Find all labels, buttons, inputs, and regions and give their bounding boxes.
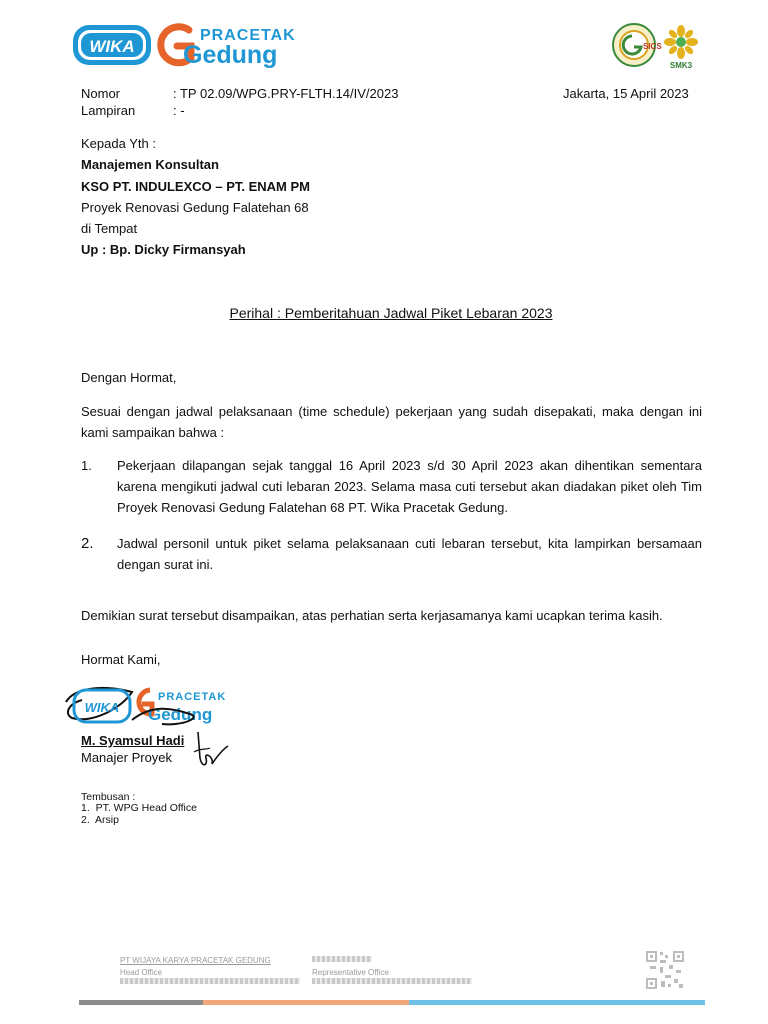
qr-code-icon — [645, 950, 685, 990]
lampiran-value: : - — [173, 103, 185, 118]
footer-rep-office-address — [312, 978, 472, 984]
recipient-line-1: Manajemen Konsultan — [81, 157, 219, 172]
footer-bar-orange — [203, 1000, 409, 1005]
letter-date: Jakarta, 15 April 2023 — [563, 86, 689, 101]
footer-head-office-label: Head Office — [120, 968, 163, 977]
pracetak-word: PRACETAK — [200, 27, 296, 44]
footer-bar-gray — [79, 1000, 203, 1005]
footer-rep-office-label: Representative Office — [312, 968, 389, 977]
intro-paragraph: Sesuai dengan jadwal pelaksanaan (time schedule) pekerjaan yang sudah disepakati, maka dengan ini kami sampaikan bahwa : — [81, 404, 702, 440]
list-item-2-number: 2. — [81, 535, 94, 552]
recipient-line-3: Proyek Renovasi Gedung Falatehan 68 — [81, 200, 309, 215]
salutation: Dengan Hormat, — [81, 370, 177, 385]
cc-item-1: 1. PT. WPG Head Office — [81, 802, 197, 814]
stamp-gedung-word: Gedung — [148, 705, 213, 724]
lampiran-label: Lampiran — [81, 103, 136, 118]
pracetak-gedung-logo — [155, 22, 315, 70]
regards: Hormat Kami, — [81, 652, 161, 667]
stamp-wika-text: WIKA — [84, 700, 120, 715]
recipient-line-5: Up : Bp. Dicky Firmansyah — [81, 242, 246, 257]
recipient-greeting: Kepada Yth : — [81, 136, 156, 151]
cc-label: Tembusan : — [81, 791, 136, 803]
stamp-pracetak-word: PRACETAK — [158, 691, 227, 703]
recipient-line-4: di Tempat — [81, 221, 138, 236]
wika-logo — [72, 22, 152, 68]
smk3-text: SMK3 — [669, 61, 693, 70]
footer-head-office-address — [120, 978, 300, 984]
signatory-name: M. Syamsul Hadi — [81, 733, 185, 748]
gedung-word: Gedung — [183, 41, 278, 69]
signatory-title: Manajer Proyek — [81, 750, 173, 765]
cc-item-2: 2. Arsip — [81, 814, 119, 826]
letter-subject: Perihal : Pemberitahuan Jadwal Piket Lebaran 2023 — [229, 305, 553, 321]
footer-company: PT WIJAYA KARYA PRACETAK GEDUNG — [120, 956, 271, 965]
list-item-1-text: Pekerjaan dilapangan sejak tanggal 16 April 2023 s/d 30 April 2023 akan dihentikan sementara karena mengikuti jadwal cuti lebaran 2023. Selama masa cuti tersebut akan diadakan piket oleh Tim Proyek Renovasi Gedung Falatehan 68 PT. Wika Pracetak Gedung. — [117, 458, 702, 515]
footer-rep-office-contact — [312, 956, 372, 962]
list-item-2-text: Jadwal personil untuk piket selama pelaksanaan cuti lebaran tersebut, kita lampirkan bersamaan dengan surat ini. — [117, 536, 702, 572]
handwritten-signature — [190, 728, 230, 772]
wika-logo-text: WIKA — [89, 37, 135, 56]
footer-bar-blue — [409, 1000, 705, 1005]
smk3-logo — [660, 22, 702, 70]
list-item-1-number: 1. — [81, 458, 92, 473]
nomor-label: Nomor — [81, 86, 121, 101]
closing-paragraph: Demikian surat tersebut disampaikan, atas perhatian serta kerjasamanya kami ucapkan terima kasih. — [81, 608, 663, 623]
recipient-line-2: KSO PT. INDULEXCO – PT. ENAM PM — [81, 179, 310, 194]
sics-certification-logo — [610, 22, 662, 68]
nomor-value: : TP 02.09/WPG.PRY-FLTH.14/IV/2023 — [173, 86, 399, 101]
sics-text: SICS — [643, 42, 662, 51]
company-stamp-signature — [62, 674, 230, 734]
